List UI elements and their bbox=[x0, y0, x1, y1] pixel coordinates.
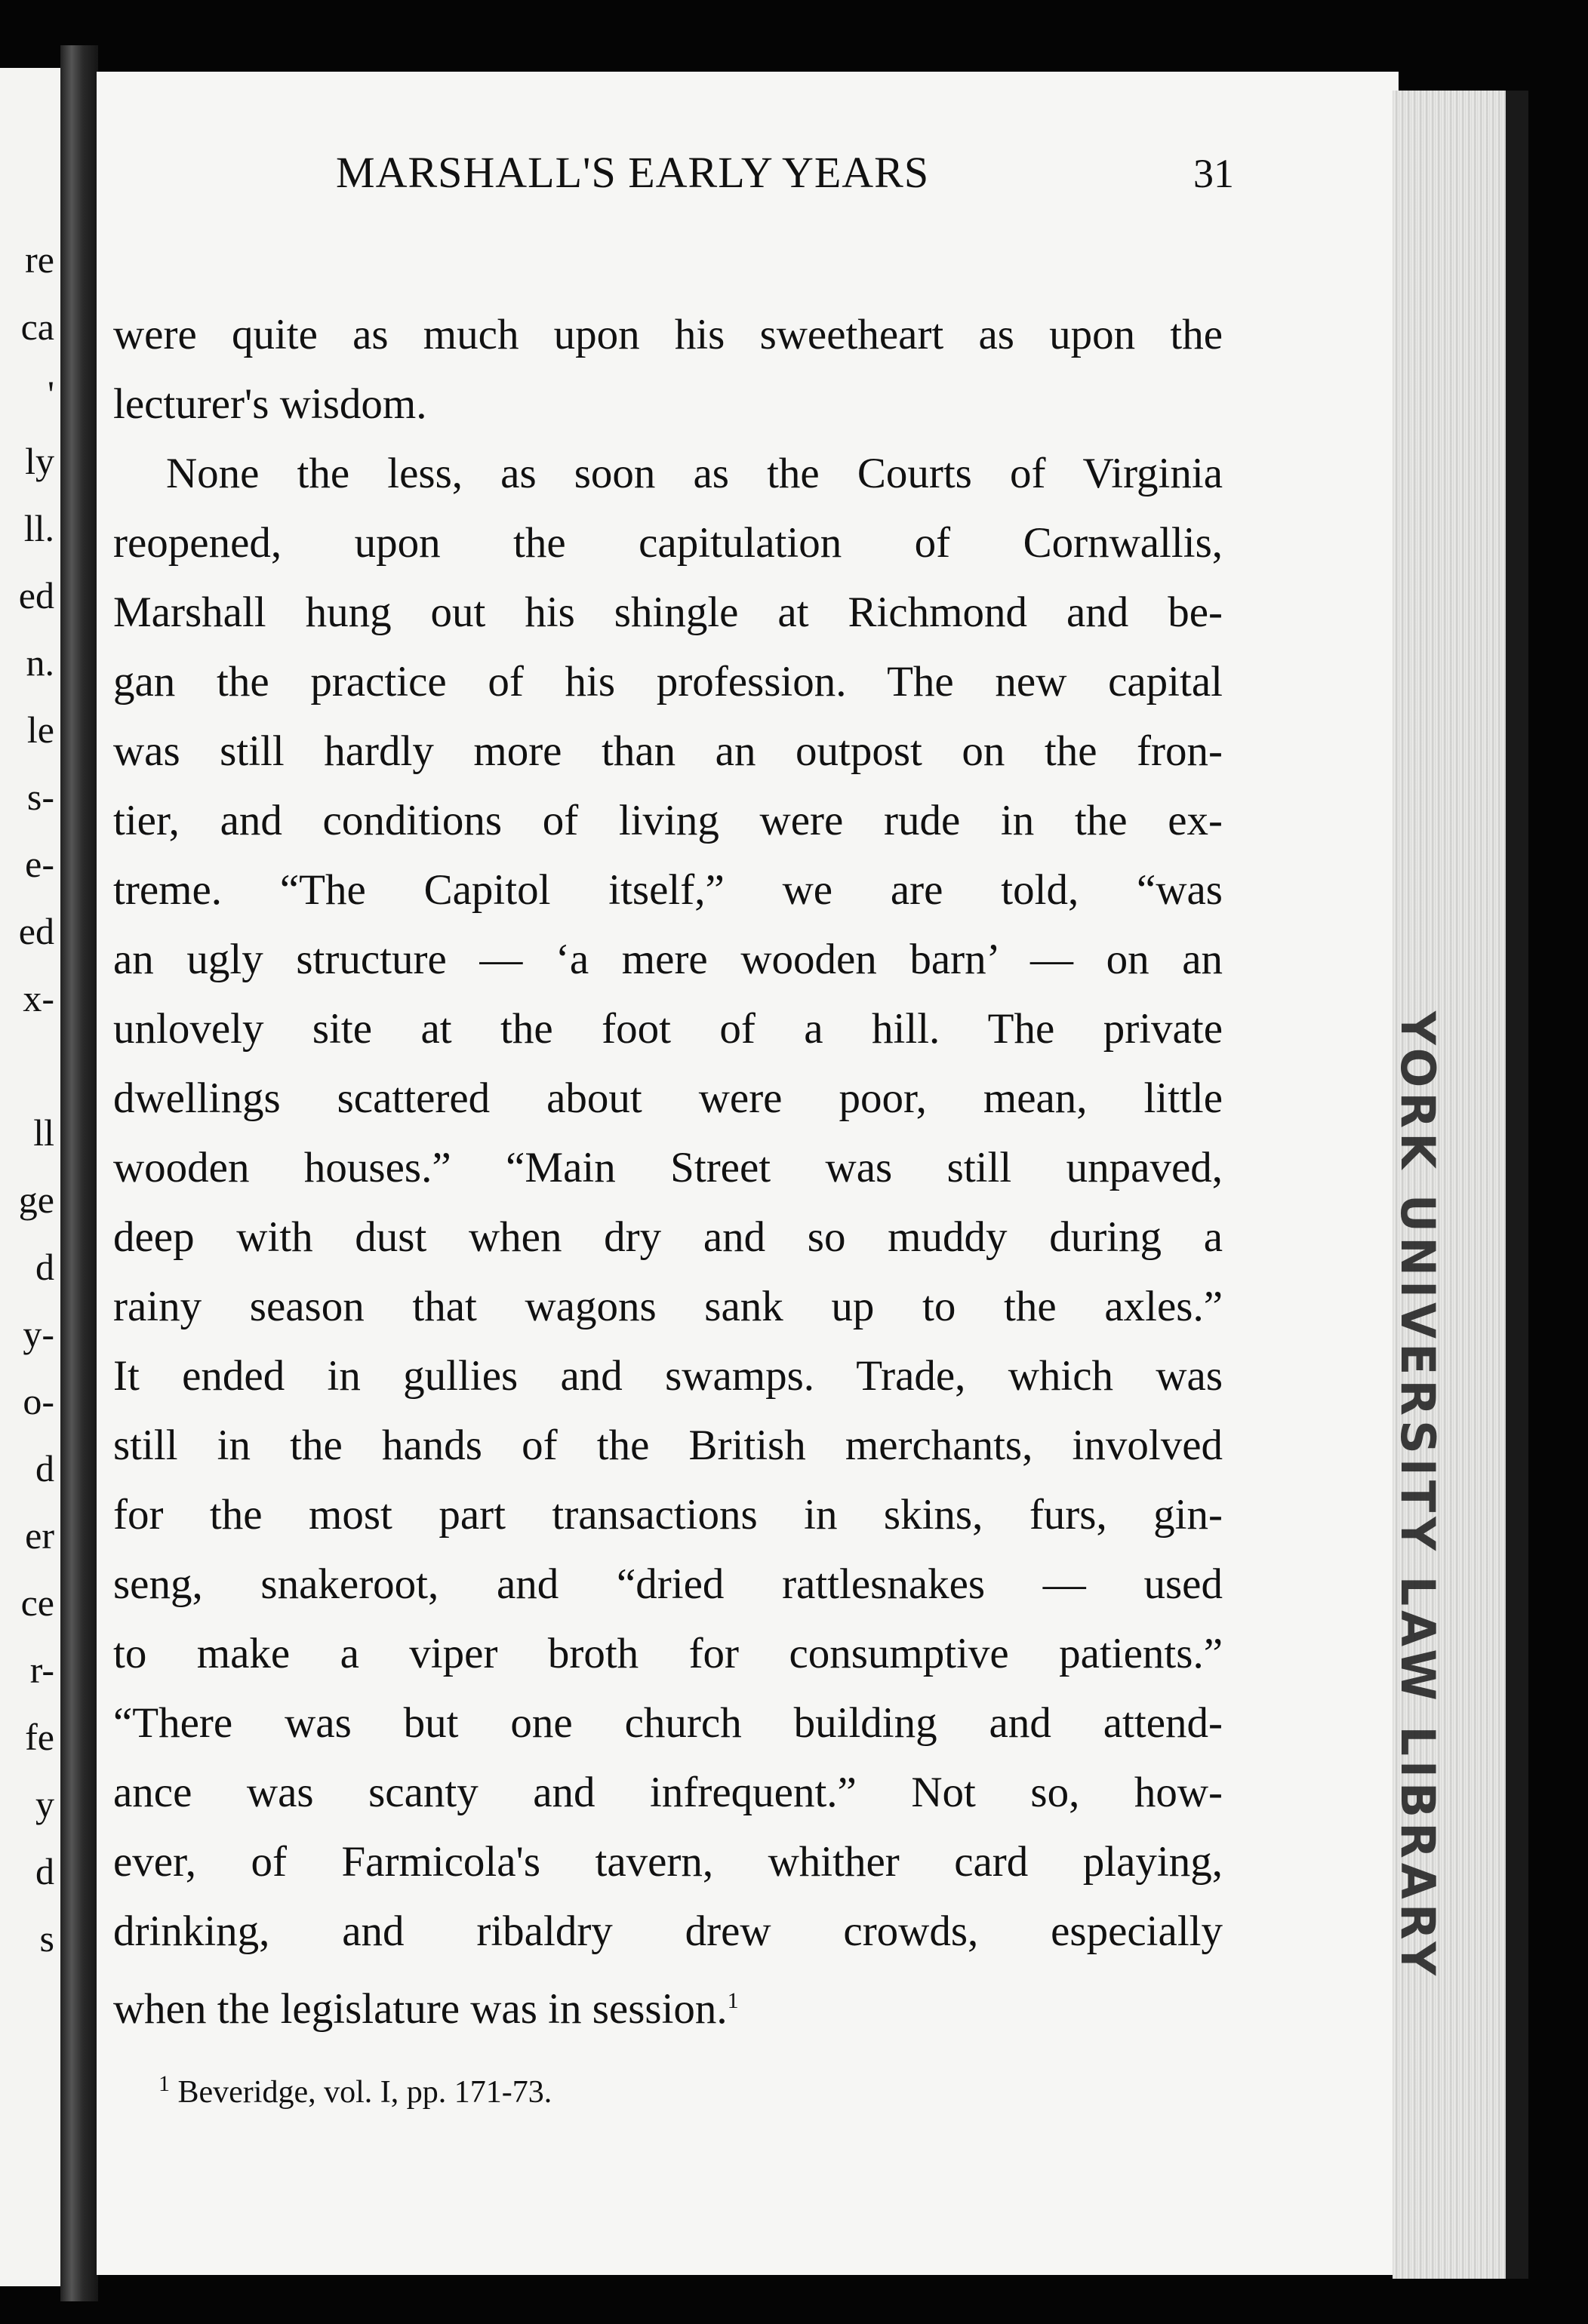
previous-page-fragment: ce bbox=[20, 1582, 54, 1624]
previous-page-fragment: ' bbox=[47, 373, 54, 415]
text-line: Marshall hung out his shingle at Richmond and be- bbox=[113, 589, 1223, 636]
library-stamp: YORK UNIVERSITY LAW LIBRARY bbox=[1390, 1011, 1445, 1981]
previous-page-fragment: n. bbox=[26, 641, 54, 684]
running-head bbox=[238, 147, 1234, 200]
previous-page-fragment: ge bbox=[18, 1179, 54, 1221]
text-line: drinking, and ribaldry drew crowds, especially bbox=[113, 1907, 1223, 1955]
previous-page-fragment: ll bbox=[33, 1111, 54, 1154]
text-line: reopened, upon the capitulation of Cornwallis, bbox=[113, 519, 1223, 567]
text-line: gan the practice of his profession. The new capital bbox=[113, 658, 1223, 706]
previous-page-fragment: ly bbox=[25, 440, 54, 482]
text-line: It ended in gullies and swamps. Trade, which was bbox=[113, 1352, 1223, 1400]
previous-page-fragment: ll. bbox=[23, 507, 54, 549]
previous-page-fragment: d bbox=[35, 1850, 54, 1892]
text-line: lecturer's wisdom. bbox=[113, 380, 427, 428]
previous-page-fragment: x- bbox=[23, 977, 54, 1019]
text-line: dwellings scattered about were poor, mean, little bbox=[113, 1074, 1223, 1122]
text-line: unlovely site at the foot of a hill. The private bbox=[113, 1005, 1223, 1053]
footnote-reference: 1 bbox=[727, 1988, 739, 2013]
running-title: MARSHALL'S EARLY YEARS bbox=[336, 148, 930, 197]
previous-page-fragment: d bbox=[35, 1447, 54, 1489]
text-line: rainy season that wagons sank up to the axles.” bbox=[113, 1283, 1223, 1330]
previous-page-fragment: ed bbox=[18, 574, 54, 616]
previous-page-fragment: le bbox=[26, 709, 54, 751]
previous-page-fragment: fe bbox=[25, 1716, 54, 1758]
text-line: was still hardly more than an outpost on the fron- bbox=[113, 727, 1223, 775]
book-cover-edge bbox=[1506, 91, 1528, 2279]
page-number: 31 bbox=[1193, 151, 1234, 196]
previous-page-fragment: r- bbox=[29, 1649, 54, 1691]
previous-page-fragment: s bbox=[39, 1917, 54, 1960]
text-line: were quite as much upon his sweetheart as upon the bbox=[113, 311, 1223, 358]
text-line: “There was but one church building and attend- bbox=[113, 1699, 1223, 1747]
text-line: None the less, as soon as the Courts of Virginia bbox=[166, 450, 1223, 497]
footnote-text: Beveridge, vol. I, pp. 171-73. bbox=[177, 2075, 552, 2110]
text-line: to make a viper broth for consumptive patients.” bbox=[113, 1630, 1223, 1677]
footnote-mark: 1 bbox=[158, 2071, 170, 2096]
previous-page-edge bbox=[0, 68, 60, 2286]
book-gutter bbox=[60, 45, 98, 2301]
text-line: when the legislature was in session. bbox=[113, 1985, 728, 2033]
text-line: ever, of Farmicola's tavern, whither card playing, bbox=[113, 1838, 1223, 1886]
footnote bbox=[158, 2071, 552, 2110]
previous-page-fragment: s- bbox=[26, 776, 54, 818]
text-line: ance was scanty and infrequent.” Not so, how- bbox=[113, 1769, 1223, 1816]
text-line-last bbox=[113, 1966, 1223, 2036]
body-text bbox=[113, 300, 1223, 2036]
text-line: an ugly structure — ‘a mere wooden barn’ — on an bbox=[113, 936, 1223, 983]
text-line: for the most part transactions in skins, furs, gin- bbox=[113, 1491, 1223, 1539]
previous-page-fragment: er bbox=[25, 1514, 54, 1557]
text-line: tier, and conditions of living were rude in the ex- bbox=[113, 797, 1223, 844]
text-line: still in the hands of the British merchants, involved bbox=[113, 1422, 1223, 1469]
previous-page-fragment: y- bbox=[23, 1313, 54, 1355]
text-line: seng, snakeroot, and “dried rattlesnakes — used bbox=[113, 1560, 1223, 1608]
text-line: wooden houses.” “Main Street was still unpaved, bbox=[113, 1144, 1223, 1191]
text-line: deep with dust when dry and so muddy during a bbox=[113, 1213, 1223, 1261]
previous-page-fragment: ed bbox=[18, 910, 54, 952]
previous-page-fragment: y bbox=[35, 1783, 54, 1825]
previous-page-fragment: d bbox=[35, 1246, 54, 1288]
previous-page-fragment: e- bbox=[25, 843, 54, 885]
text-line: treme. “The Capitol itself,” we are told, “was bbox=[113, 866, 1223, 914]
previous-page-fragment: re bbox=[25, 238, 54, 281]
previous-page-fragment: ca bbox=[20, 306, 54, 348]
previous-page-fragment: o- bbox=[23, 1380, 54, 1422]
